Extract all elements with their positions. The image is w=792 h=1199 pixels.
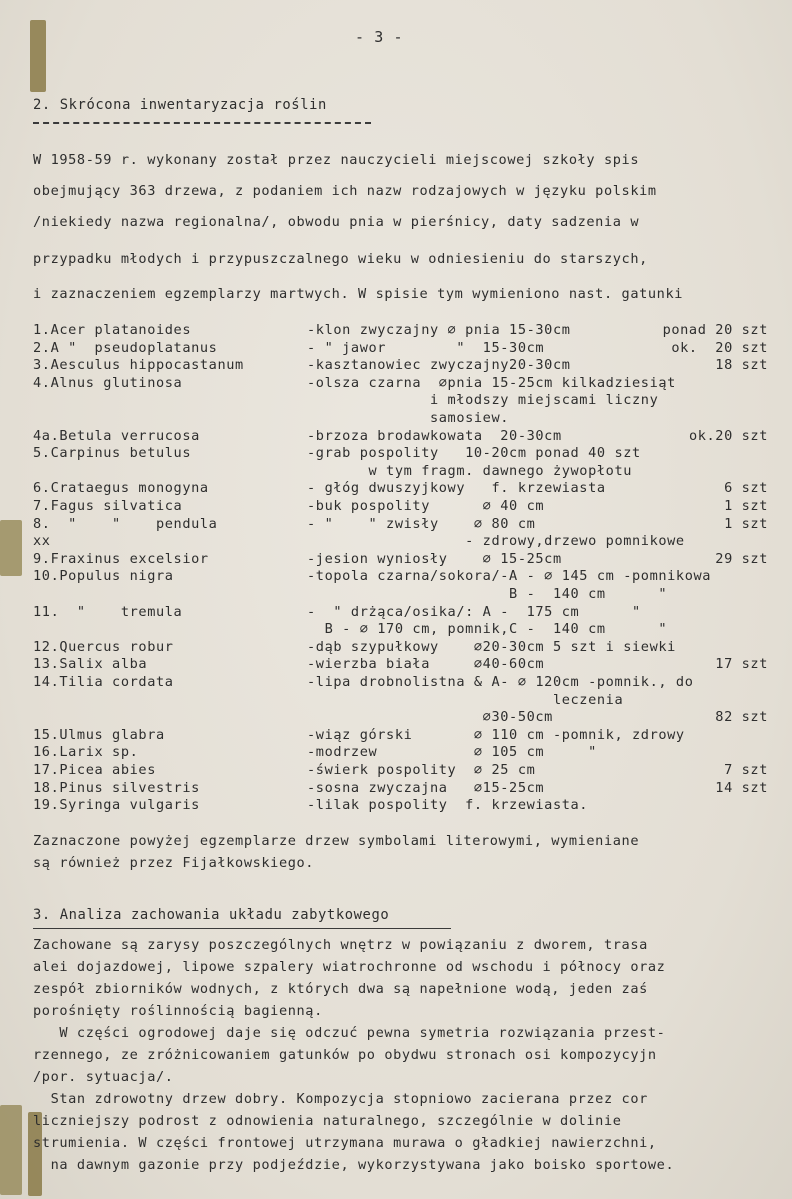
species-description: leczenia: [307, 691, 624, 708]
species-description: -grab pospolity 10-20cm ponad 40 szt: [307, 445, 641, 462]
intro-line: W 1958-59 r. wykonany został przez nauczycieli miejscowej szkoły spis: [33, 152, 640, 168]
species-count: 6 szt: [724, 480, 768, 497]
species-description: -sosna zwyczajna ∅15-25cm: [307, 779, 545, 796]
section-3-line: alei dojazdowej, lipowe szpalery wiatrochronne od wschodu i północy oraz: [33, 959, 666, 975]
species-description: w tym fragm. dawnego żywopłotu: [307, 462, 633, 479]
species-count: 7 szt: [724, 762, 768, 778]
species-description: -topola czarna/sokora/-A - ∅ 145 cm -pomnikowa: [307, 568, 712, 585]
species-latin-name: 5.Carpinus betulus: [33, 445, 192, 462]
heading-underline: [33, 928, 451, 929]
tape-mark: [0, 520, 22, 576]
species-latin-name: 15.Ulmus glabra: [33, 726, 165, 743]
page-number: - 3 -: [355, 28, 404, 46]
section-3-heading: 3. Analiza zachowania układu zabytkowego: [33, 907, 390, 923]
note-line: są również przez Fijałkowskiego.: [33, 855, 315, 871]
species-latin-name: 8. " " pendula: [33, 515, 218, 532]
section-3-line: Stan zdrowotny drzew dobry. Kompozycja stopniowo zacierana przez cor: [33, 1091, 648, 1107]
species-latin-name: 7.Fagus silvatica: [33, 498, 183, 514]
species-latin-name: 19.Syringa vulgaris: [33, 797, 200, 814]
tape-mark: [30, 20, 46, 92]
species-latin-name: 13.Salix alba: [33, 656, 148, 673]
species-latin-name: 10.Populus nigra: [33, 568, 174, 585]
species-latin-name: 12.Quercus robur: [33, 638, 174, 655]
species-count: 1 szt: [724, 515, 768, 532]
species-count: 18 szt: [715, 357, 768, 374]
species-description: -świerk pospolity ∅ 25 cm: [307, 762, 536, 778]
species-description: - " jawor " 15-30cm: [307, 339, 545, 356]
species-count: ok. 20 szt: [671, 339, 768, 356]
species-description: -wiąz górski ∅ 110 cm -pomnik, zdrowy: [307, 726, 685, 743]
species-count: 14 szt: [715, 779, 768, 796]
species-description: -dąb szypułkowy ∅20-30cm 5 szt i siewki: [307, 638, 676, 655]
species-latin-name: 6.Crataegus monogyna: [33, 480, 209, 497]
intro-line: i zaznaczeniem egzemplarzy martwych. W spisie tym wymieniono nast. gatunki: [33, 286, 684, 302]
species-description: -jesion wyniosły ∅ 15-25cm: [307, 550, 562, 567]
species-description: i młodszy miejscami liczny: [307, 392, 659, 409]
species-latin-name: 1.Acer platanoides: [33, 322, 192, 338]
species-latin-name: 4.Alnus glutinosa: [33, 374, 183, 391]
section-2-heading: 2. Skrócona inwentaryzacja roślin: [33, 97, 327, 113]
species-description: - głóg dwuszyjkowy f. krzewiasta: [307, 480, 606, 497]
note-line: Zaznaczone powyżej egzemplarze drzew symbolami literowymi, wymieniane: [33, 833, 640, 849]
species-description: - " drżąca/osika/: A - 175 cm ": [307, 603, 641, 620]
species-description: - " " zwisły ∅ 80 cm: [307, 515, 536, 532]
species-description: -klon zwyczajny ∅ pnia 15-30cm: [307, 322, 571, 338]
heading-underline: [33, 122, 371, 124]
species-description: -olsza czarna ∅pnia 15-25cm kilkadziesiąt: [307, 374, 676, 391]
section-3-line: na dawnym gazonie przy podjeździe, wykorzystywana jako boisko sportowe.: [33, 1157, 675, 1173]
species-description: -modrzew ∅ 105 cm ": [307, 744, 597, 761]
section-3-line: Zachowane są zarysy poszczególnych wnętrz w powiązaniu z dworem, trasa: [33, 937, 648, 953]
species-latin-name: 16.Larix sp.: [33, 744, 139, 761]
species-count: 29 szt: [715, 550, 768, 567]
section-3-line: liczniejszy podrost z odnowienia naturalnego, szczególnie w dolinie: [33, 1113, 622, 1129]
species-description: - zdrowy,drzewo pomnikowe: [307, 533, 685, 550]
species-latin-name: 14.Tilia cordata: [33, 674, 174, 690]
species-latin-name: 2.A " pseudoplatanus: [33, 339, 218, 356]
section-3-line: W części ogrodowej daje się odczuć pewna symetria rozwiązania przest-: [33, 1025, 666, 1041]
species-description: samosiew.: [307, 410, 510, 426]
species-latin-name: xx: [33, 533, 51, 550]
section-3-line: /por. sytuacja/.: [33, 1069, 174, 1085]
species-description: -brzoza brodawkowata 20-30cm: [307, 427, 562, 444]
species-description: B - ∅ 170 cm, pomnik,C - 140 cm ": [307, 621, 668, 638]
species-count: 17 szt: [715, 656, 768, 673]
species-description: -lilak pospolity f. krzewiasta.: [307, 797, 589, 814]
species-latin-name: 9.Fraxinus excelsior: [33, 550, 209, 567]
tape-mark: [0, 1105, 22, 1195]
intro-line: /niekiedy nazwa regionalna/, obwodu pnia w pierśnicy, daty sadzenia w: [33, 214, 640, 230]
section-3-line: rzennego, ze zróżnicowaniem gatunków po obydwu stronach osi kompozycyjn: [33, 1047, 657, 1063]
species-latin-name: 3.Aesculus hippocastanum: [33, 357, 244, 374]
section-3-line: strumienia. W części frontowej utrzymana murawa o gładkiej nawierzchni,: [33, 1135, 657, 1151]
species-description: -lipa drobnolistna & A- ∅ 120cm -pomnik., do: [307, 674, 694, 690]
species-latin-name: 17.Picea abies: [33, 762, 156, 778]
species-latin-name: 18.Pinus silvestris: [33, 779, 200, 796]
species-description: -kasztanowiec zwyczajny20-30cm: [307, 357, 571, 374]
species-latin-name: 11. " tremula: [33, 603, 183, 620]
species-description: -buk pospolity ∅ 40 cm: [307, 498, 545, 514]
species-count: 1 szt: [724, 498, 768, 514]
intro-line: przypadku młodych i przypuszczalnego wieku w odniesieniu do starszych,: [33, 251, 648, 267]
section-3-line: zespół zbiorników wodnych, z których dwa są napełnione wodą, jeden zaś: [33, 981, 648, 997]
species-description: ∅30-50cm: [307, 709, 553, 726]
species-count: ponad 20 szt: [662, 322, 768, 338]
species-latin-name: 4a.Betula verrucosa: [33, 427, 200, 444]
species-description: -wierzba biała ∅40-60cm: [307, 656, 545, 673]
species-description: B - 140 cm ": [307, 586, 668, 602]
section-3-line: porośnięty roślinnością bagienną.: [33, 1003, 323, 1019]
species-count: ok.20 szt: [688, 427, 768, 444]
intro-line: obejmujący 363 drzewa, z podaniem ich nazw rodzajowych w języku polskim: [33, 183, 657, 199]
species-count: 82 szt: [715, 709, 768, 726]
